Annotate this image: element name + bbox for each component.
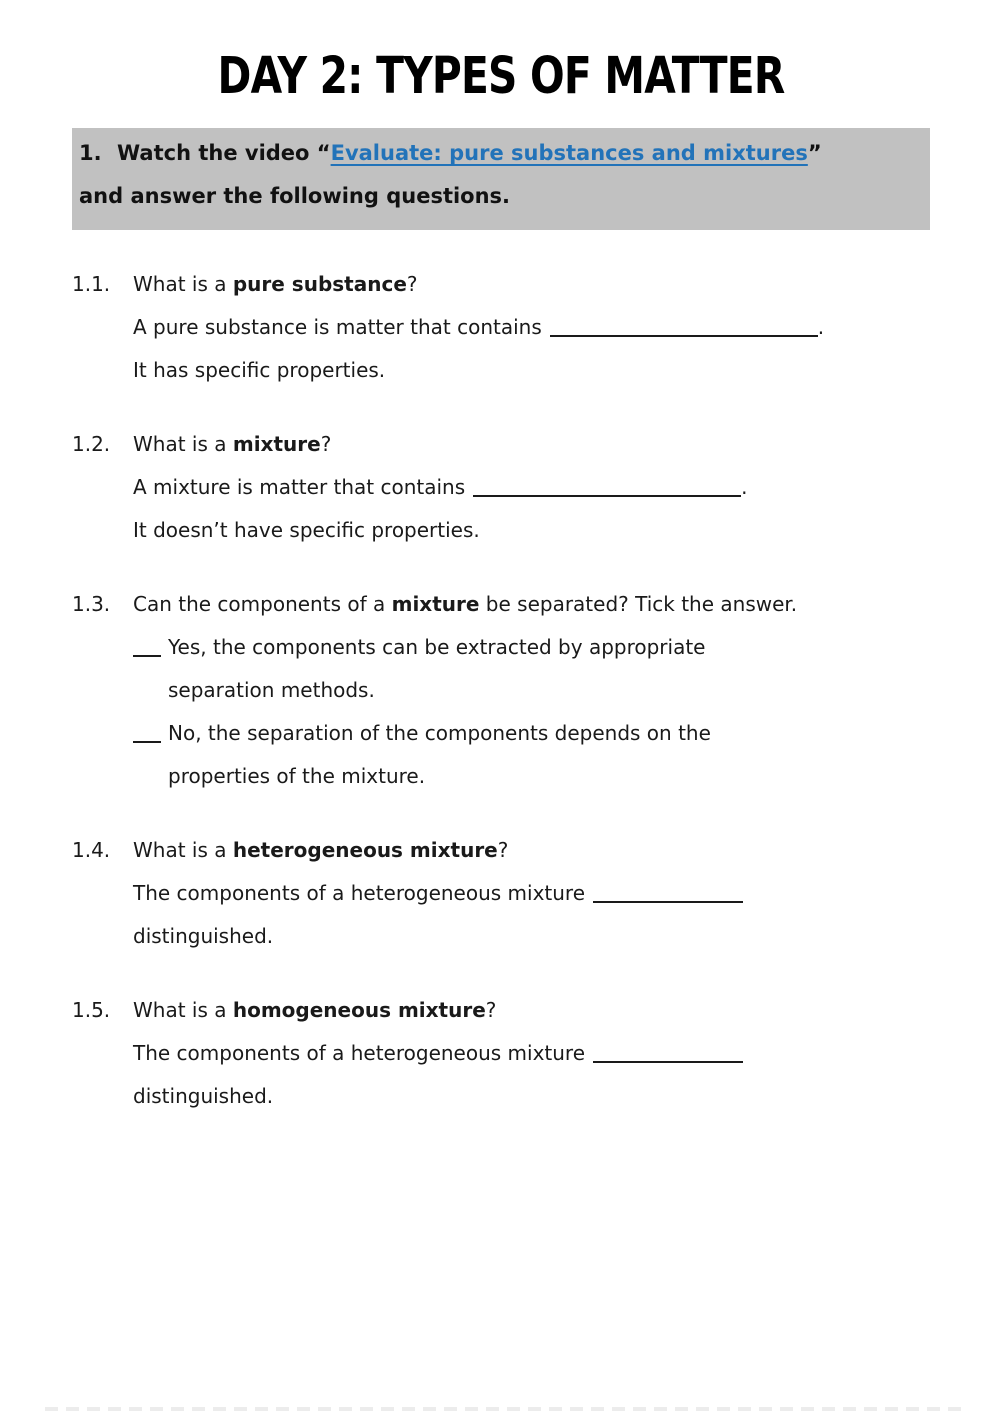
prompt-text: What is a: [133, 432, 233, 456]
prompt-text: What is a: [133, 838, 233, 862]
prompt-text: ?: [320, 432, 332, 456]
tick-blank[interactable]: [133, 729, 161, 743]
question-content: [133, 263, 930, 392]
prompt-keyword: mixture: [232, 432, 321, 456]
question-number: 1.4.: [72, 838, 111, 862]
fill-in-blank[interactable]: [593, 1049, 743, 1063]
answer-sentence: [133, 872, 930, 915]
question-number: 1.3.: [72, 592, 111, 616]
question-1-1: [72, 263, 930, 392]
question-list: [72, 263, 930, 1118]
answer-text: The components of a heterogeneous mixture: [133, 1041, 586, 1065]
question-prompt: [133, 829, 930, 872]
question-1-2: [72, 423, 930, 552]
question-1-5: [72, 989, 930, 1118]
answer-text: .: [817, 315, 825, 339]
tick-blank[interactable]: [133, 643, 161, 657]
prompt-text: be separated? Tick the answer.: [479, 592, 798, 616]
option-text: properties of the mixture.: [168, 764, 426, 788]
video-link[interactable]: Evaluate: pure substances and mixtures: [330, 141, 808, 165]
answer-text: The components of a heterogeneous mixture: [133, 881, 586, 905]
answer-text: .: [741, 475, 748, 499]
instruction-text-before-link: Watch the video “: [117, 141, 331, 165]
answer-sentence: distinguished.: [133, 1084, 274, 1108]
prompt-keyword: pure substance: [232, 272, 407, 296]
answer-text: A pure substance is matter that contains: [133, 315, 542, 339]
answer-text: A mixture is matter that contains: [133, 475, 466, 499]
question-prompt: [133, 583, 930, 626]
question-number: 1.5.: [72, 998, 111, 1022]
option-text: Yes, the components can be extracted by appropriate: [168, 635, 706, 659]
question-content: [133, 583, 930, 798]
prompt-keyword: heterogeneous mixture: [232, 838, 498, 862]
question-content: [133, 423, 930, 552]
option-text: separation methods.: [168, 678, 375, 702]
tick-option-no: [133, 712, 930, 798]
answer-sentence: distinguished.: [133, 924, 274, 948]
question-1-3: [72, 583, 930, 798]
fill-in-blank[interactable]: [550, 323, 818, 337]
question-prompt: [133, 989, 930, 1032]
prompt-text: ?: [497, 838, 509, 862]
prompt-text: What is a: [133, 998, 233, 1022]
instruction-text-after-link: ”: [807, 141, 822, 165]
prompt-text: Can the components of a: [133, 592, 392, 616]
instruction-line-2: and answer the following questions.: [79, 184, 511, 208]
prompt-text: What is a: [133, 272, 233, 296]
question-number: 1.1.: [72, 272, 111, 296]
answer-sentence: It has specific properties.: [133, 358, 386, 382]
instruction-number: 1.: [79, 141, 102, 165]
cut-off-next-page-artifact: [45, 1407, 965, 1411]
question-content: [133, 829, 930, 958]
instruction-box: [72, 128, 930, 230]
instruction-line-1: [79, 132, 920, 175]
fill-in-blank[interactable]: [473, 483, 741, 497]
answer-sentence: [133, 466, 930, 509]
question-prompt: [133, 263, 930, 306]
question-content: [133, 989, 930, 1118]
page-title: DAY 2: TYPES OF MATTER: [217, 47, 785, 106]
answer-sentence: It doesn’t have specific properties.: [133, 518, 480, 542]
question-number: 1.2.: [72, 432, 111, 456]
question-1-4: [72, 829, 930, 958]
prompt-keyword: homogeneous mixture: [232, 998, 486, 1022]
tick-option-yes: [133, 626, 930, 712]
answer-sentence: [133, 1032, 930, 1075]
prompt-text: ?: [485, 998, 497, 1022]
question-prompt: [133, 423, 930, 466]
prompt-text: ?: [406, 272, 418, 296]
fill-in-blank[interactable]: [593, 889, 743, 903]
prompt-keyword: mixture: [391, 592, 480, 616]
answer-sentence: [133, 306, 930, 349]
option-text: No, the separation of the components depends on the: [168, 721, 711, 745]
